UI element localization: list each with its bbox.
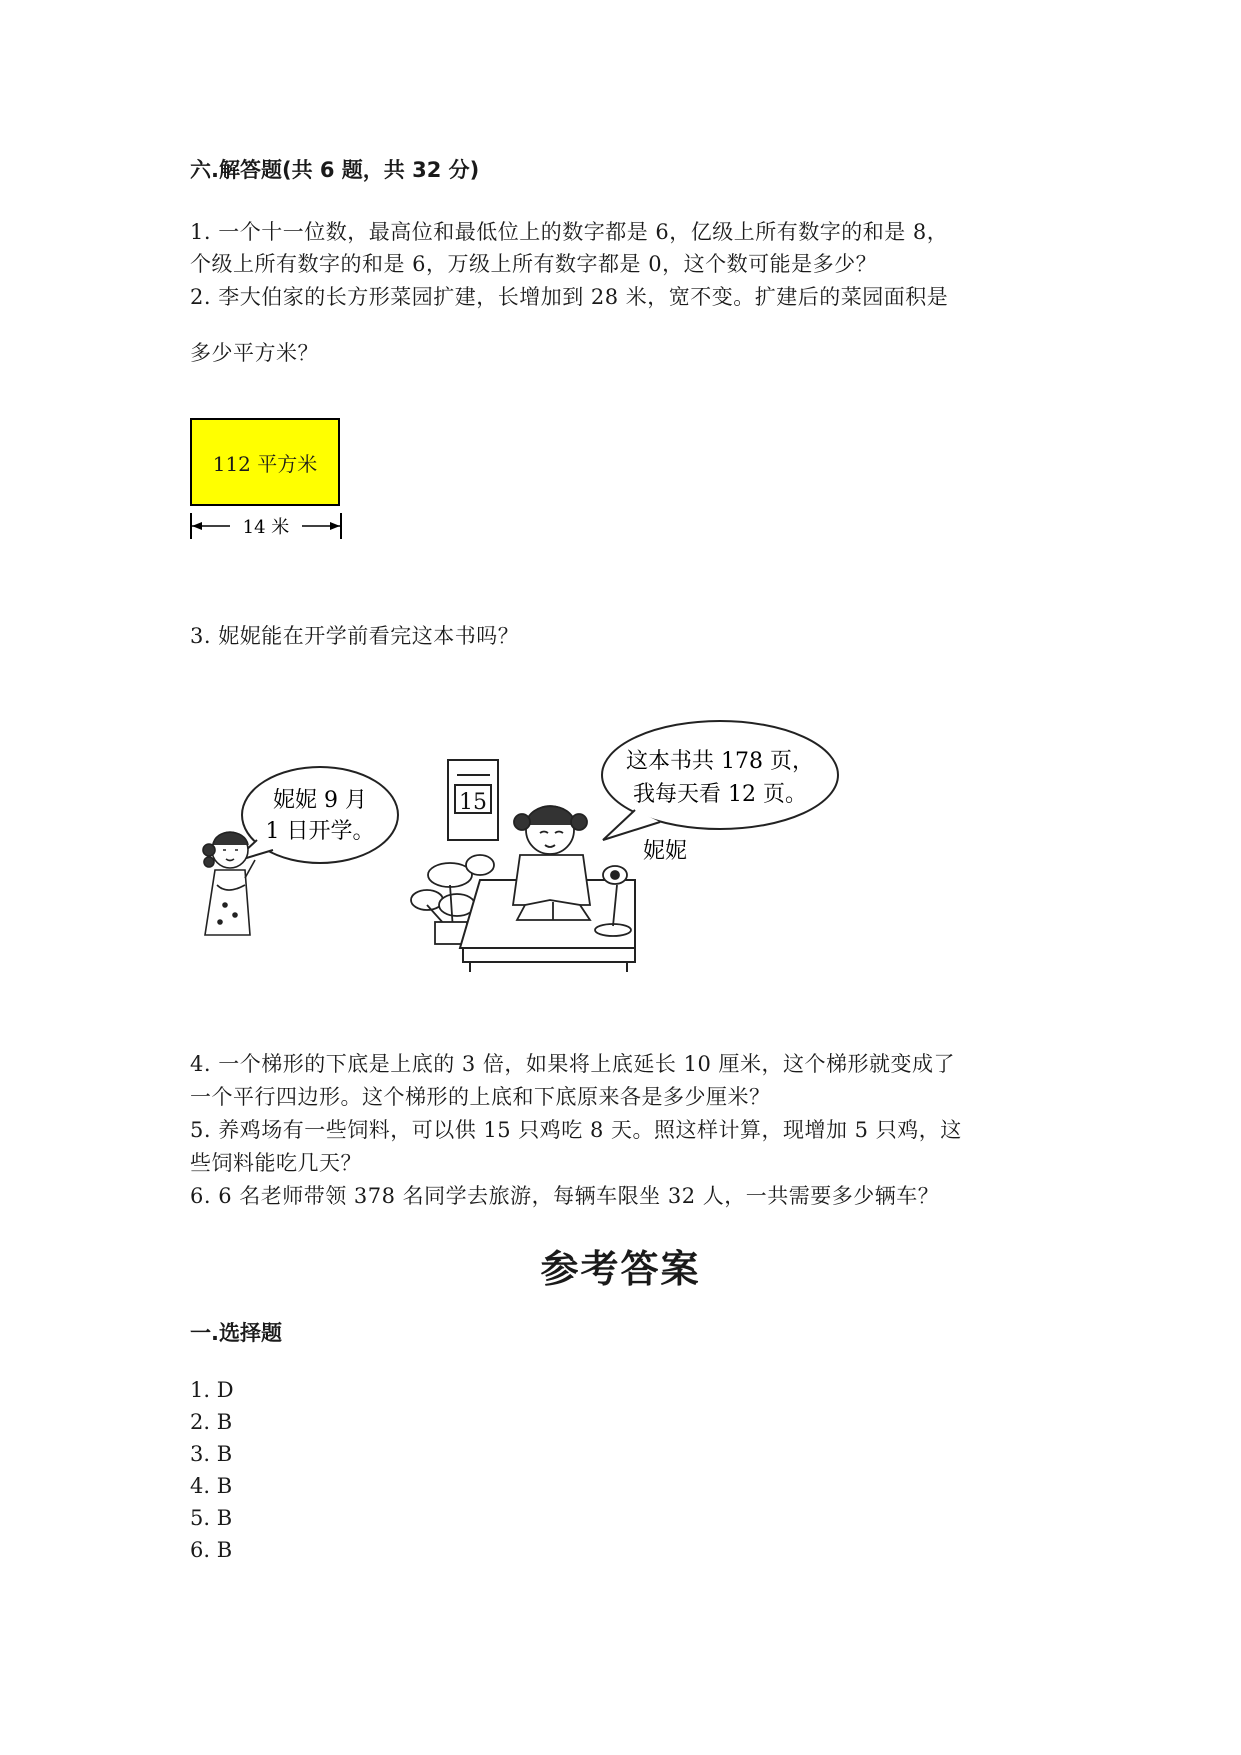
right-bubble-line-1: 这本书共 178 页， bbox=[626, 749, 814, 774]
left-speech-bubble bbox=[233, 767, 398, 863]
small-girl-figure bbox=[203, 832, 255, 935]
right-bubble-line-2: 我每天看 12 页。 bbox=[633, 782, 807, 807]
answer-section-1-title: 一.选择题 bbox=[190, 1321, 282, 1345]
question-4-line-1: 4. 一个梯形的下底是上底的 3 倍，如果将上底延长 10 厘米，这个梯形就变成了 bbox=[190, 1052, 955, 1076]
width-label: 14 米 bbox=[242, 517, 290, 538]
wall-calendar bbox=[448, 760, 498, 840]
reading-illustration bbox=[195, 700, 915, 985]
question-2-line-1: 2. 李大伯家的长方形菜园扩建，长增加到 28 米，宽不变。扩建后的菜园面积是 bbox=[190, 285, 949, 309]
question-5-line-1: 5. 养鸡场有一些饲料，可以供 15 只鸡吃 8 天。照这样计算，现增加 5 只鸡，这 bbox=[190, 1118, 962, 1142]
section-title-solve: 六.解答题(共 6 题，共 32 分) bbox=[190, 158, 480, 182]
question-1-line-1: 1. 一个十一位数，最高位和最低位上的数字都是 6，亿级上所有数字的和是 8， bbox=[190, 220, 949, 244]
garden-rectangle-figure bbox=[190, 418, 345, 538]
girl-name-label: 妮妮 bbox=[643, 839, 688, 864]
question-5-line-2: 些饲料能吃几天？ bbox=[190, 1151, 362, 1175]
area-label: 112 平方米 bbox=[212, 451, 318, 476]
answer-item: 5. B bbox=[190, 1506, 233, 1530]
answer-item: 1. D bbox=[190, 1378, 234, 1402]
answer-key-title: 参考答案 bbox=[540, 1247, 701, 1291]
garden-rectangle bbox=[190, 418, 340, 506]
answer-item: 6. B bbox=[190, 1538, 233, 1562]
question-1-line-2: 个级上所有数字的和是 6，万级上所有数字都是 0，这个数可能是多少？ bbox=[190, 252, 878, 276]
right-speech-bubble bbox=[602, 721, 838, 840]
reading-girl-figure bbox=[513, 806, 590, 920]
question-3: 3. 妮妮能在开学前看完这本书吗？ bbox=[190, 624, 520, 648]
left-bubble-line-2: 1 日开学。 bbox=[265, 819, 375, 844]
answer-item: 2. B bbox=[190, 1410, 233, 1434]
answer-item: 4. B bbox=[190, 1474, 233, 1498]
width-dimension bbox=[190, 513, 342, 539]
left-bubble-line-1: 妮妮 9 月 bbox=[273, 788, 367, 813]
question-6: 6. 6 名老师带领 378 名同学去旅游，每辆车限坐 32 人，一共需要多少辆车？ bbox=[190, 1184, 940, 1208]
question-4-line-2: 一个平行四边形。这个梯形的上底和下底原来各是多少厘米？ bbox=[190, 1085, 771, 1109]
calendar-date: 15 bbox=[459, 790, 487, 815]
question-2-line-2: 多少平方米？ bbox=[190, 341, 319, 365]
answer-item: 3. B bbox=[190, 1442, 233, 1466]
